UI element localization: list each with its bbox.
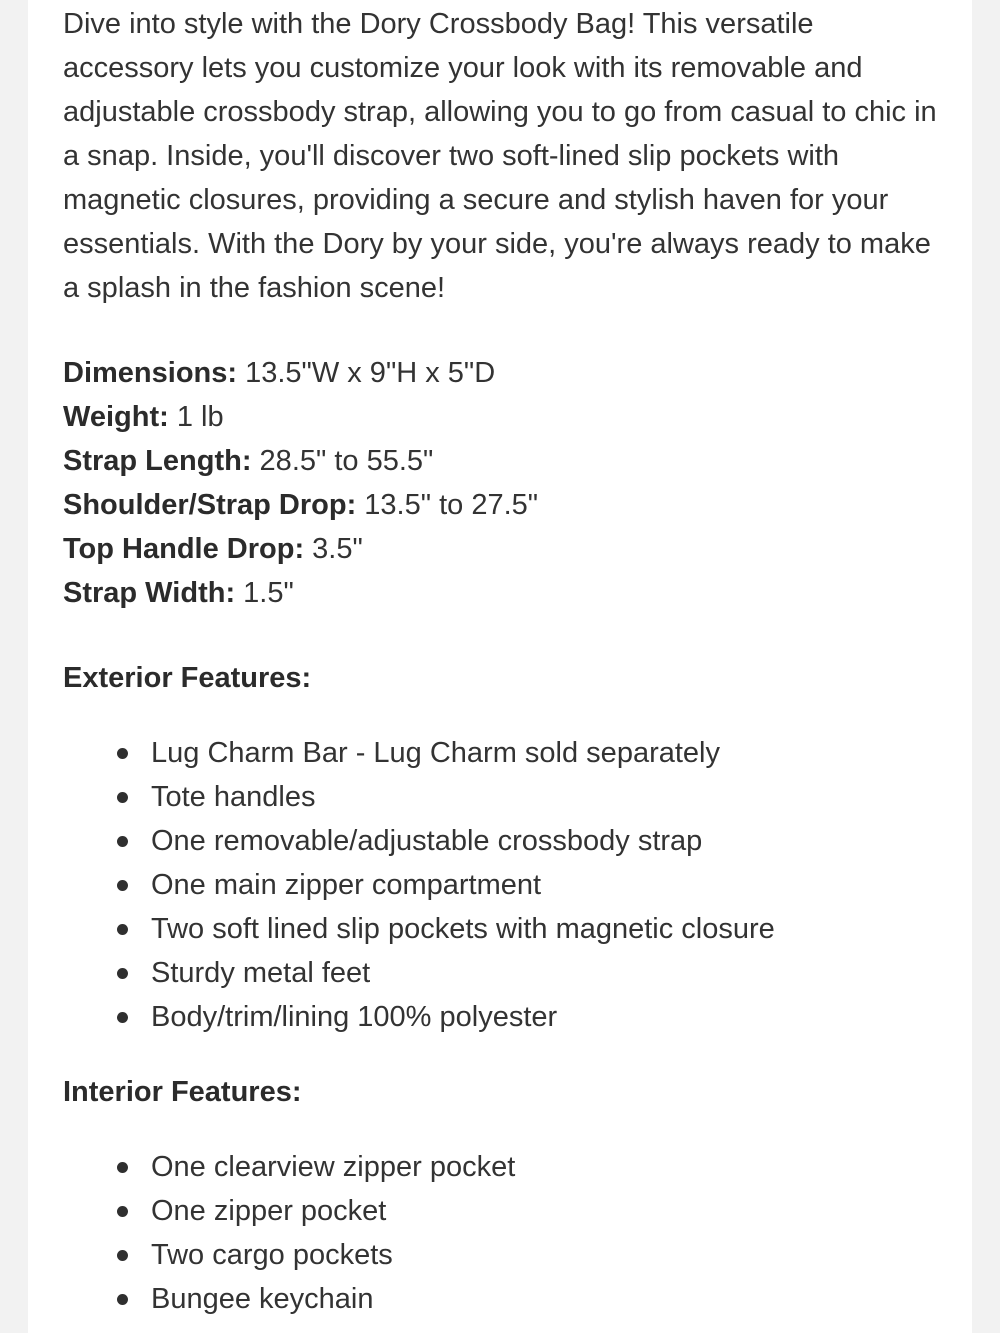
spec-label: Dimensions:: [63, 357, 238, 389]
spec-label: Weight:: [63, 401, 169, 433]
bullet-icon: [117, 748, 128, 759]
product-description-panel: [28, 0, 972, 1333]
list-item: [115, 995, 972, 1039]
list-item-text: Sturdy metal feet: [151, 957, 371, 989]
list-item-text: Lug Charm Bar - Lug Charm sold separately: [151, 737, 720, 769]
list-item: [115, 1189, 972, 1233]
list-item: [115, 951, 972, 995]
list-item: [115, 775, 972, 819]
exterior-features-list: [63, 731, 972, 1039]
list-item: [115, 1145, 972, 1189]
bullet-icon: [117, 1206, 128, 1217]
list-item-text: One main zipper compartment: [151, 869, 542, 901]
list-item-text: Bungee keychain: [151, 1283, 374, 1315]
interior-features-list: [63, 1145, 972, 1321]
list-item-text: Two soft lined slip pockets with magnetic closure: [151, 913, 775, 945]
bullet-icon: [117, 880, 128, 891]
spec-label: Strap Length:: [63, 445, 252, 477]
spec-value: 1 lb: [168, 401, 224, 433]
spec-row-strap-drop: [63, 483, 972, 527]
spec-label: Top Handle Drop:: [63, 533, 305, 565]
spec-row-handle-drop: [63, 527, 972, 571]
list-item: [115, 731, 972, 775]
list-item-text: Tote handles: [151, 781, 316, 813]
interior-features-heading: Interior Features:: [63, 1076, 302, 1108]
list-item-text: Body/trim/lining 100% polyester: [151, 1001, 558, 1033]
spec-value: 13.5" to 27.5": [356, 489, 539, 521]
bullet-icon: [117, 1012, 128, 1023]
list-item: [115, 1277, 972, 1321]
spec-row-strap-width: [63, 571, 972, 615]
spec-row-dimensions: [63, 351, 972, 395]
bullet-icon: [117, 1294, 128, 1305]
spec-value: 3.5": [304, 533, 363, 565]
list-item-text: Two cargo pockets: [151, 1239, 393, 1271]
spec-label: Shoulder/Strap Drop:: [63, 489, 357, 521]
list-item: [115, 907, 972, 951]
product-description-text: Dive into style with the Dory Crossbody Bag! This versatile accessory lets you customize your look with its removable and adjustable crossbody strap, allowing you to go from casual to chic in a snap. Inside, you'll discover two soft-lined slip pockets with magnetic closures, providing a secure and stylish haven for your essentials. With the Dory by your side, you're always ready to make a splash in the fashion scene!: [63, 8, 937, 304]
list-item: [115, 863, 972, 907]
spec-row-strap-length: [63, 439, 972, 483]
bullet-icon: [117, 968, 128, 979]
bullet-icon: [117, 1162, 128, 1173]
spec-label: Strap Width:: [63, 577, 236, 609]
spec-value: 28.5" to 55.5": [251, 445, 434, 477]
bullet-icon: [117, 924, 128, 935]
bullet-icon: [117, 792, 128, 803]
spec-value: 1.5": [235, 577, 294, 609]
spec-list: [63, 351, 972, 615]
bullet-icon: [117, 836, 128, 847]
exterior-features-heading: Exterior Features:: [63, 662, 312, 694]
spec-row-weight: [63, 395, 972, 439]
list-item: [115, 1233, 972, 1277]
list-item-text: One zipper pocket: [151, 1195, 387, 1227]
spec-value: 13.5"W x 9"H x 5"D: [237, 357, 496, 389]
list-item: [115, 819, 972, 863]
bullet-icon: [117, 1250, 128, 1261]
list-item-text: One removable/adjustable crossbody strap: [151, 825, 703, 857]
list-item-text: One clearview zipper pocket: [151, 1151, 516, 1183]
